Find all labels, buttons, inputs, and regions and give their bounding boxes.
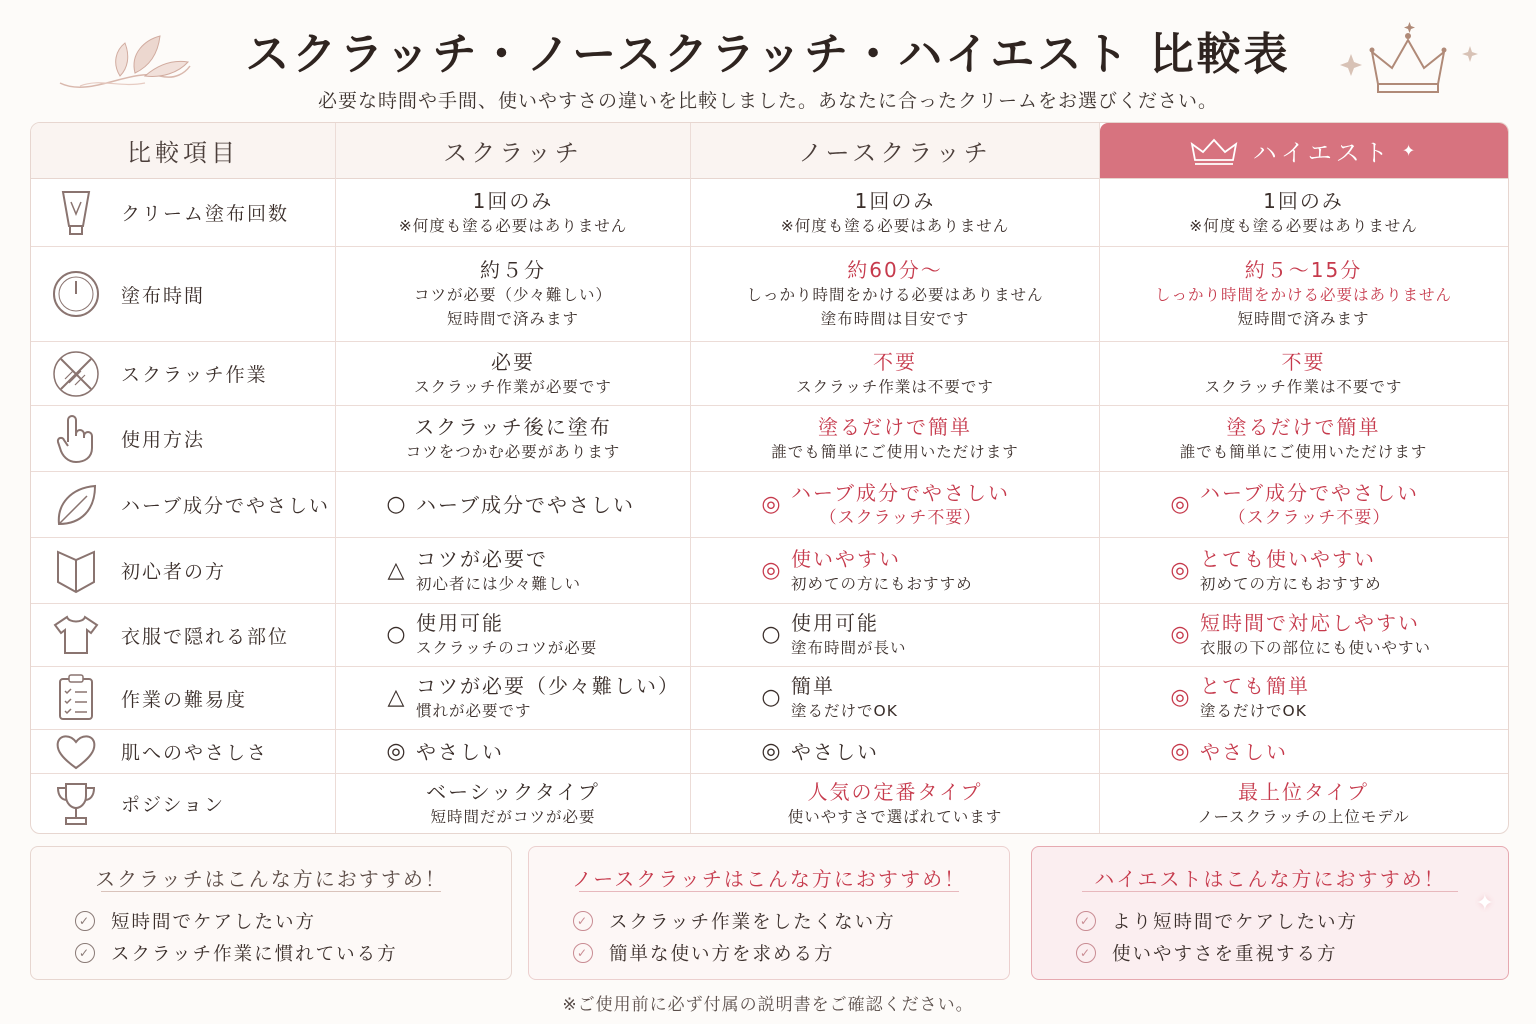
list-item-label: 簡単な使い方を求める方 [609,944,835,965]
check-icon: ✓ [1076,911,1096,931]
table-row [31,604,1508,667]
double-circle-mark-icon: ◎ [1170,622,1190,647]
page-title: スクラッチ・ノースクラッチ・ハイエスト 比較表 [245,29,1291,80]
list-item [1076,905,1358,937]
list-item-label: スクラッチ作業に慣れている方 [111,944,398,965]
header-scratch: スクラッチ [336,123,690,179]
cell-sub: 衣服の下の部位にも使いやすい [1200,639,1432,657]
double-circle-mark-icon: ◎ [1170,738,1190,764]
cell-sub: 短時間で済みます [446,310,579,328]
row-label: 肌へのやさしさ [121,742,269,764]
list-item [573,937,896,969]
check-icon: ✓ [573,943,593,963]
pointing-hand-icon [54,414,98,464]
table-row [31,538,1508,604]
check-icon: ✓ [75,943,95,963]
cell-main: 必要 [491,349,535,374]
row-label: 衣服で隠れる部位 [121,625,290,648]
row-label: 使用方法 [121,429,206,451]
cell-main: 使いやすい [791,546,901,571]
cell-main: 短時間で対応しやすい [1200,611,1420,635]
cell-main: 簡単 [791,674,835,698]
cell-sub: 塗るだけでOK [791,702,898,720]
header-item: 比較項目 [31,123,335,179]
double-circle-mark-icon: ◎ [1170,557,1190,583]
cell-main: 1回のみ [1263,188,1344,213]
row-label: 作業の難易度 [121,688,248,711]
cell-sub: 短時間だがコツが必要 [430,807,596,826]
table-row [31,247,1508,342]
checklist-icon [56,673,96,723]
cell-sub: ※何度も塗る必要はありません [1189,216,1418,235]
double-circle-mark-icon: ◎ [1170,491,1190,517]
cell-main: ベーシックタイプ [426,779,600,804]
leaf-icon [51,480,101,530]
beginner-mark-icon [54,546,98,596]
cell-main: 使用可能 [416,611,504,635]
footnote: ※ご使用前に必ず付属の説明書をご確認ください。 [562,995,974,1015]
recommend-title: ノースクラッチはこんな方におすすめ！ [571,867,967,891]
table-row [31,406,1508,472]
table-row [31,774,1508,833]
circle-mark-icon: ○ [761,685,781,710]
recommend-title: スクラッチはこんな方におすすめ！ [95,867,447,891]
cell-main: 塗るだけで簡単 [1226,414,1381,439]
clock-icon [51,269,101,319]
cell-main: ハーブ成分でやさしい [1200,480,1419,505]
header-noscratch: ノースクラッチ [691,123,1099,179]
cell-sub: しっかり時間をかける必要はありません [746,286,1044,304]
heart-icon [54,732,98,772]
double-circle-mark-icon: ◎ [386,738,406,764]
recommend-box-highest [1031,846,1509,980]
cell-main: 使用可能 [791,611,879,635]
double-circle-mark-icon: ◎ [761,491,781,517]
circle-mark-icon: ○ [761,622,781,647]
recommend-box-noscratch [528,846,1010,980]
row-label: ポジション [121,794,226,816]
cell-sub: 塗布時間が長い [791,639,907,657]
cell-main: やさしい [1200,739,1288,764]
cell-main: とても使いやすい [1200,546,1376,571]
table-row [31,342,1508,406]
cell-main: スクラッチ後に塗布 [414,414,612,439]
cell-sub: （スクラッチ不要） [1228,507,1391,528]
cell-sub: 初めての方にもおすすめ [1200,574,1382,593]
list-item [1076,937,1358,969]
recommend-box-scratch [30,846,512,980]
cell-sub: 初心者には少々難しい [416,574,582,593]
triangle-mark-icon: △ [387,685,405,710]
cell-sub: ※何度も塗る必要はありません [398,216,628,235]
trophy-icon [54,780,98,828]
cell-sub: コツをつかむ必要があります [405,442,621,461]
cell-sub: 使いやすさで選ばれています [787,807,1003,826]
cell-main: 最上位タイプ [1238,779,1369,804]
cell-sub: スクラッチのコツが必要 [416,639,598,657]
cell-main: 1回のみ [854,188,936,213]
header-highest [1100,123,1508,179]
cell-main: 1回のみ [472,188,554,213]
check-icon: ✓ [573,911,593,931]
circle-mark-icon: ○ [386,622,406,647]
cell-sub: （スクラッチ不要） [819,507,982,528]
triangle-mark-icon: △ [387,557,405,583]
cell-sub: ノースクラッチの上位モデル [1197,807,1410,826]
cell-main: 約60分〜 [847,258,943,282]
cell-main: ハーブ成分でやさしい [416,492,635,517]
row-label: クリーム塗布回数 [121,203,290,225]
cell-main: 塗るだけで簡単 [818,414,972,439]
cell-main: 人気の定番タイプ [807,779,983,804]
list-item-label: より短時間でケアしたい方 [1112,912,1359,933]
cell-main: とても簡単 [1200,674,1310,698]
row-label: 初心者の方 [121,561,227,583]
cell-sub: 誰でも簡単にご使用いただけます [1179,442,1428,461]
cell-sub: 短時間で済みます [1237,310,1370,328]
cell-main: やさしい [416,739,504,764]
cell-main: 不要 [1281,349,1326,374]
table-row [31,472,1508,538]
table-row [31,730,1508,774]
cell-main: コツが必要（少々難しい） [416,674,680,698]
comparison-table [30,122,1509,834]
cell-sub: 慣れが必要です [416,702,532,720]
sparkle-icon: ✦ [1475,891,1494,916]
cell-main: 約５分 [480,258,546,282]
row-label: スクラッチ作業 [121,364,268,386]
tshirt-icon [51,613,101,657]
double-circle-mark-icon: ◎ [1170,685,1190,710]
page-subtitle: 必要な時間や手間、使いやすさの違いを比較しました。あなたに合ったクリームをお選びください。 [317,90,1218,112]
check-icon: ✓ [75,911,95,931]
cell-sub: 塗布時間は目安です [820,310,970,328]
list-item [75,905,398,937]
cell-sub: 初めての方にもおすすめ [791,574,973,593]
double-circle-mark-icon: ◎ [761,738,781,764]
table-row [31,667,1508,730]
cell-main: 約５〜15分 [1244,258,1363,282]
no-scratch-icon [51,349,101,399]
cell-sub: コツが必要（少々難しい） [413,286,612,304]
cell-sub: 誰でも簡単にご使用いただけます [771,442,1019,461]
cell-sub: スクラッチ作業は不要です [1204,377,1403,396]
crown-icon [1189,136,1239,166]
list-item [573,905,896,937]
check-icon: ✓ [1076,943,1096,963]
circle-mark-icon: ○ [386,491,406,517]
cream-tube-icon [59,188,93,238]
cell-sub: ※何度も塗る必要はありません [780,216,1010,235]
sparkle-icon: ✦ [1401,141,1420,160]
cell-sub: スクラッチ作業は不要です [796,377,994,396]
cell-main: コツが必要で [416,546,548,571]
cell-sub: スクラッチ作業が必要です [414,377,612,396]
row-label: ハーブ成分でやさしい [121,495,331,517]
cell-sub: しっかり時間をかける必要はありません [1154,286,1452,304]
list-item [75,937,398,969]
list-item-label: スクラッチ作業をしたくない方 [609,912,896,933]
table-row [31,179,1508,247]
list-item-label: 使いやすさを重視する方 [1112,944,1338,965]
cell-main: やさしい [791,739,879,764]
cell-sub: 塗るだけでOK [1200,702,1307,720]
header-highest-label: ハイエスト [1252,139,1392,167]
row-label: 塗布時間 [121,284,206,307]
cell-main: 不要 [873,349,917,374]
list-item-label: 短時間でケアしたい方 [111,912,317,933]
cell-main: ハーブ成分でやさしい [791,480,1010,505]
recommend-title: ハイエストはこんな方におすすめ！ [1094,867,1446,891]
double-circle-mark-icon: ◎ [761,557,781,583]
